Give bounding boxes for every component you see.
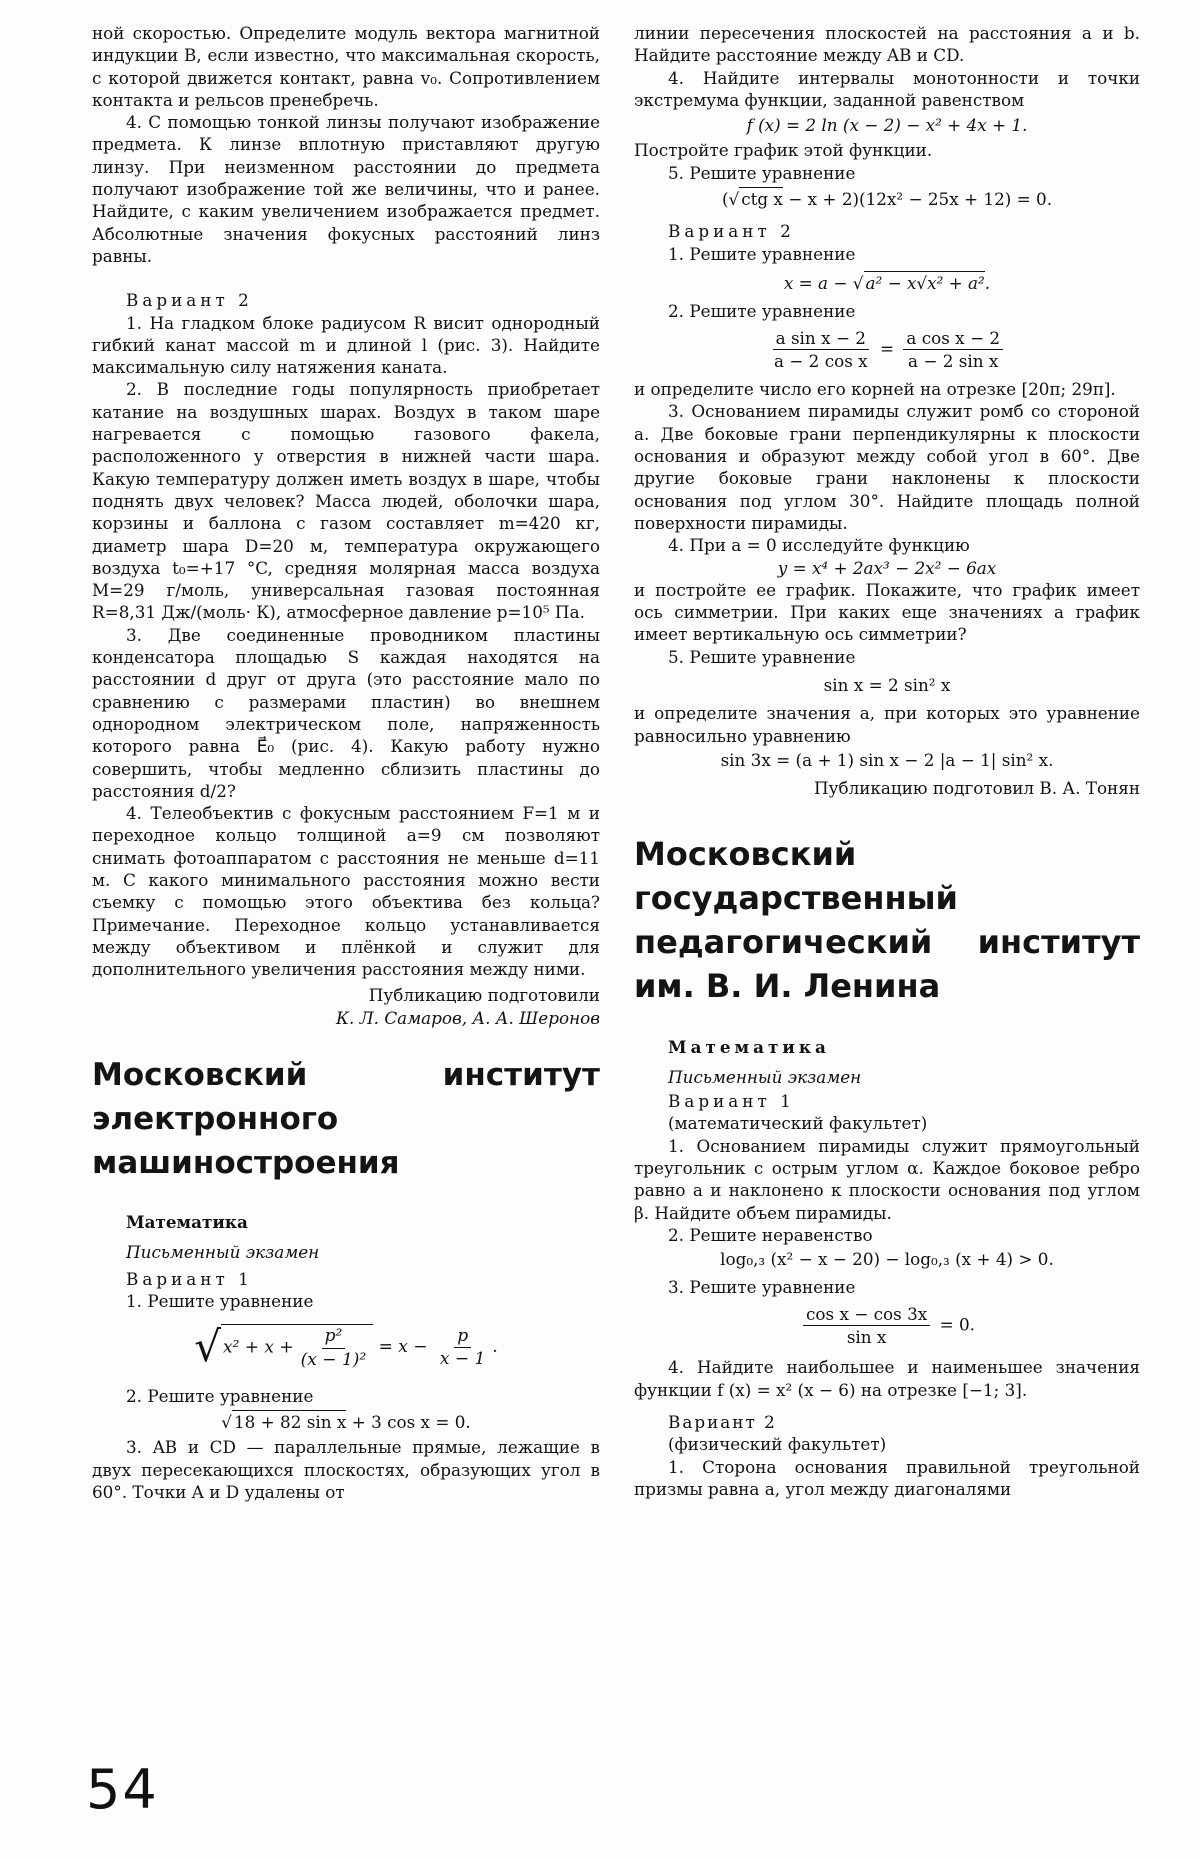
question: 5. Решите уравнение [668,162,856,183]
paragraph: Постройте график этой функции. [634,140,933,161]
question: 3. AB и CD — параллельные прямые, лежащие в двух пересекающихся плоскостях, образующих угол в 60°. Точки A и D удалены от [92,1437,600,1503]
variant-heading: Вариант 2 [668,1411,777,1432]
paragraph: и определите число его корней на отрезке [20π; 29π]. [634,379,1116,400]
equation: $\frac{\text{cos x − cos 3x}}{\text{sin x}}$ = 0. [634,1303,1140,1349]
variant-heading: Вариант 1 [126,1268,253,1289]
paragraph: ной скоростью. Определите модуль вектора магнитной индукции B, если известно, что максимальная скорость, с которой движется контакт, равна v₀. Сопротивлением контакта и рельсов пренебречь. [92,23,600,110]
paragraph: 1. Основанием пирамиды служит прямоугольный треугольник с острым углом α. Каждое боковое ребро равно a и наклонено к плоскости основания под углом β. Найдите объем пирамиды. [634,1135,1140,1223]
sqrt-sign-icon: √ [221,1412,232,1433]
exam-heading: Письменный экзамен [668,1066,862,1087]
question: 2. Решите неравенство [668,1224,873,1245]
credit-line: Публикацию подготовили [368,985,600,1006]
equation-1: √ x² + x + $\frac{\text{p²}}{\text{(x − 1)²}}$ = x − $\frac{p}{x - 1}$ . [194,1322,498,1372]
paragraph: и определите значения a, при которых это уравнение равносильно уравнению [634,703,1140,746]
institute-heading: Московский государственный педагогический институт им. В. И. Ленина [634,834,1140,1005]
question: 2. Решите уравнение [668,301,856,322]
credit-names: К. Л. Самаров, А. А. Шеронов [336,1007,600,1028]
paragraph: 2. В последние годы популярность приобретает катание на воздушных шарах. Воздух в таком шаре нагревается с помощью газового факела, расположенного у отверстия в нижней части шара. Какую температуру должен иметь воздух в шаре, чтобы поднять двух человек? Масса людей, оболочки шара, корзины и баллона с газом составляет m=420 кг, диаметр шара D=20 м, температура окружающего воздуха t₀=+17 °C, средняя молярная масса воздуха M=29 г/моль, универсальная газовая постоянная R=8,31 Дж/(моль· К), атмосферное давление p=10⁵ Па. [92,379,600,623]
question: 1. Решите уравнение [668,243,856,264]
paragraph: 4. С помощью тонкой линзы получают изображение предмета. К линзе вплотную приставляют другую линзу. При неизменном расстоянии до предмета получают изображение той же величины, что и ранее. Найдите, с каким увеличением изображается предмет. Абсолютные значения фокусных расстояний линз равны. [92,112,600,266]
paragraph: 4. Телеобъектив с фокусным расстоянием F=1 м и переходное кольцо толщиной a=9 см позволяют снимать фотоаппаратом с расстояния не меньше d=11 м. С какого минимального расстояния можно вести съемку с помощью этого объектива без кольца? Примечание. Переходное кольцо устанавливается между объективом и плёнкой и служит для дополнительного увеличения расстояния между ними. [92,803,600,980]
question: 2. Решите уравнение [126,1385,314,1406]
paragraph: 3. Две соединенные проводником пластины конденсатора площадью S каждая находятся на расстоянии d друг от друга (это расстояние мало по сравнению с размерами пластин) во внешнем однородном электрическом поле, напряженность которого равна E⃗₀ (рис. 4). Какую работу нужно совершить, чтобы медленно сблизить пластины до расстояния d/2? [92,624,600,801]
credit-line: Публикацию подготовил В. А. Тонян [813,778,1140,799]
page-number: 54 [86,1758,159,1821]
equation: $\frac{\text{a sin x − 2}}{\text{a − 2 cos x}}$ = $\frac{\text{a cos x − 2}}{\text{a − 2 sin x}}$ [634,327,1140,373]
equation: sin x = 2 sin² x [823,675,951,696]
paragraph: 3. Основанием пирамиды служит ромб со стороной a. Две боковые грани перпендикулярны к плоскости основания и образуют между собой угол в 60°. Две другие боковые грани наклонены к плоскости основания под углом 30°. Найдите площадь полной поверхности пирамиды. [634,401,1140,533]
paragraph: 4. Найдите наибольшее и наименьшее значения функции f (x) = x² (x − 6) на отрезке [−1; 3]. [634,1357,1140,1400]
question: 4. При a = 0 исследуйте функцию [668,535,970,556]
equation: x = a − √ a² − x√x² + a². [783,272,991,293]
equation: y = x⁴ + 2ax³ − 2x² − 6ax [777,557,997,578]
subject-heading: Математика [668,1036,830,1057]
faculty-label: (физический факультет) [668,1434,887,1455]
equation: (√ ctg x − x + 2)(12x² − 25x + 12) = 0. [721,189,1053,210]
paragraph: 1. На гладком блоке радиусом R висит однородный гибкий канат массой m и длиной l (рис. 3). Найдите максимальную силу натяжения каната. [92,312,600,378]
institute-heading: Московский институт электронного машиностроения [92,1057,600,1182]
subject-heading: Математика [126,1212,248,1233]
equation: f (x) = 2 ln (x − 2) − x² + 4x + 1. [746,115,1028,136]
question: 3. Решите уравнение [668,1277,856,1298]
equation: log₀,₃ (x² − x − 20) − log₀,₃ (x + 4) > 0. [720,1249,1054,1270]
sqrt-sign-icon: √ [194,1322,221,1372]
exam-heading: Письменный экзамен [126,1242,320,1263]
right-column [634,22,1140,1500]
paragraph: и постройте ее график. Покажите, что график имеет ось симметрии. При каких еще значениях a график имеет вертикальную ось симметрии? [634,579,1140,645]
variant-heading: Вариант 1 [668,1091,795,1112]
question: 5. Решите уравнение [668,646,856,667]
paragraph: линии пересечения плоскостей на расстояния a и b. Найдите расстояние между AB и CD. [634,23,1140,66]
variant-heading: Вариант 2 [126,290,253,311]
sqrt-sign-icon: √ [852,272,864,293]
left-column [92,22,600,1503]
paragraph: 1. Сторона основания правильной треугольной призмы равна a, угол между диагоналями [634,1456,1140,1499]
variant-heading: Вариант 2 [668,221,795,242]
equation-2: √ 18 + 82 sin x + 3 cos x = 0. [221,1412,471,1433]
equation: sin 3x = (a + 1) sin x − 2 |a − 1| sin² x. [720,749,1054,770]
question: 1. Решите уравнение [126,1290,314,1311]
faculty-label: (математический факультет) [668,1113,928,1134]
paragraph: 4. Найдите интервалы монотонности и точки экстремума функции, заданной равенством [634,67,1140,110]
sqrt-sign-icon: √ [728,189,740,210]
